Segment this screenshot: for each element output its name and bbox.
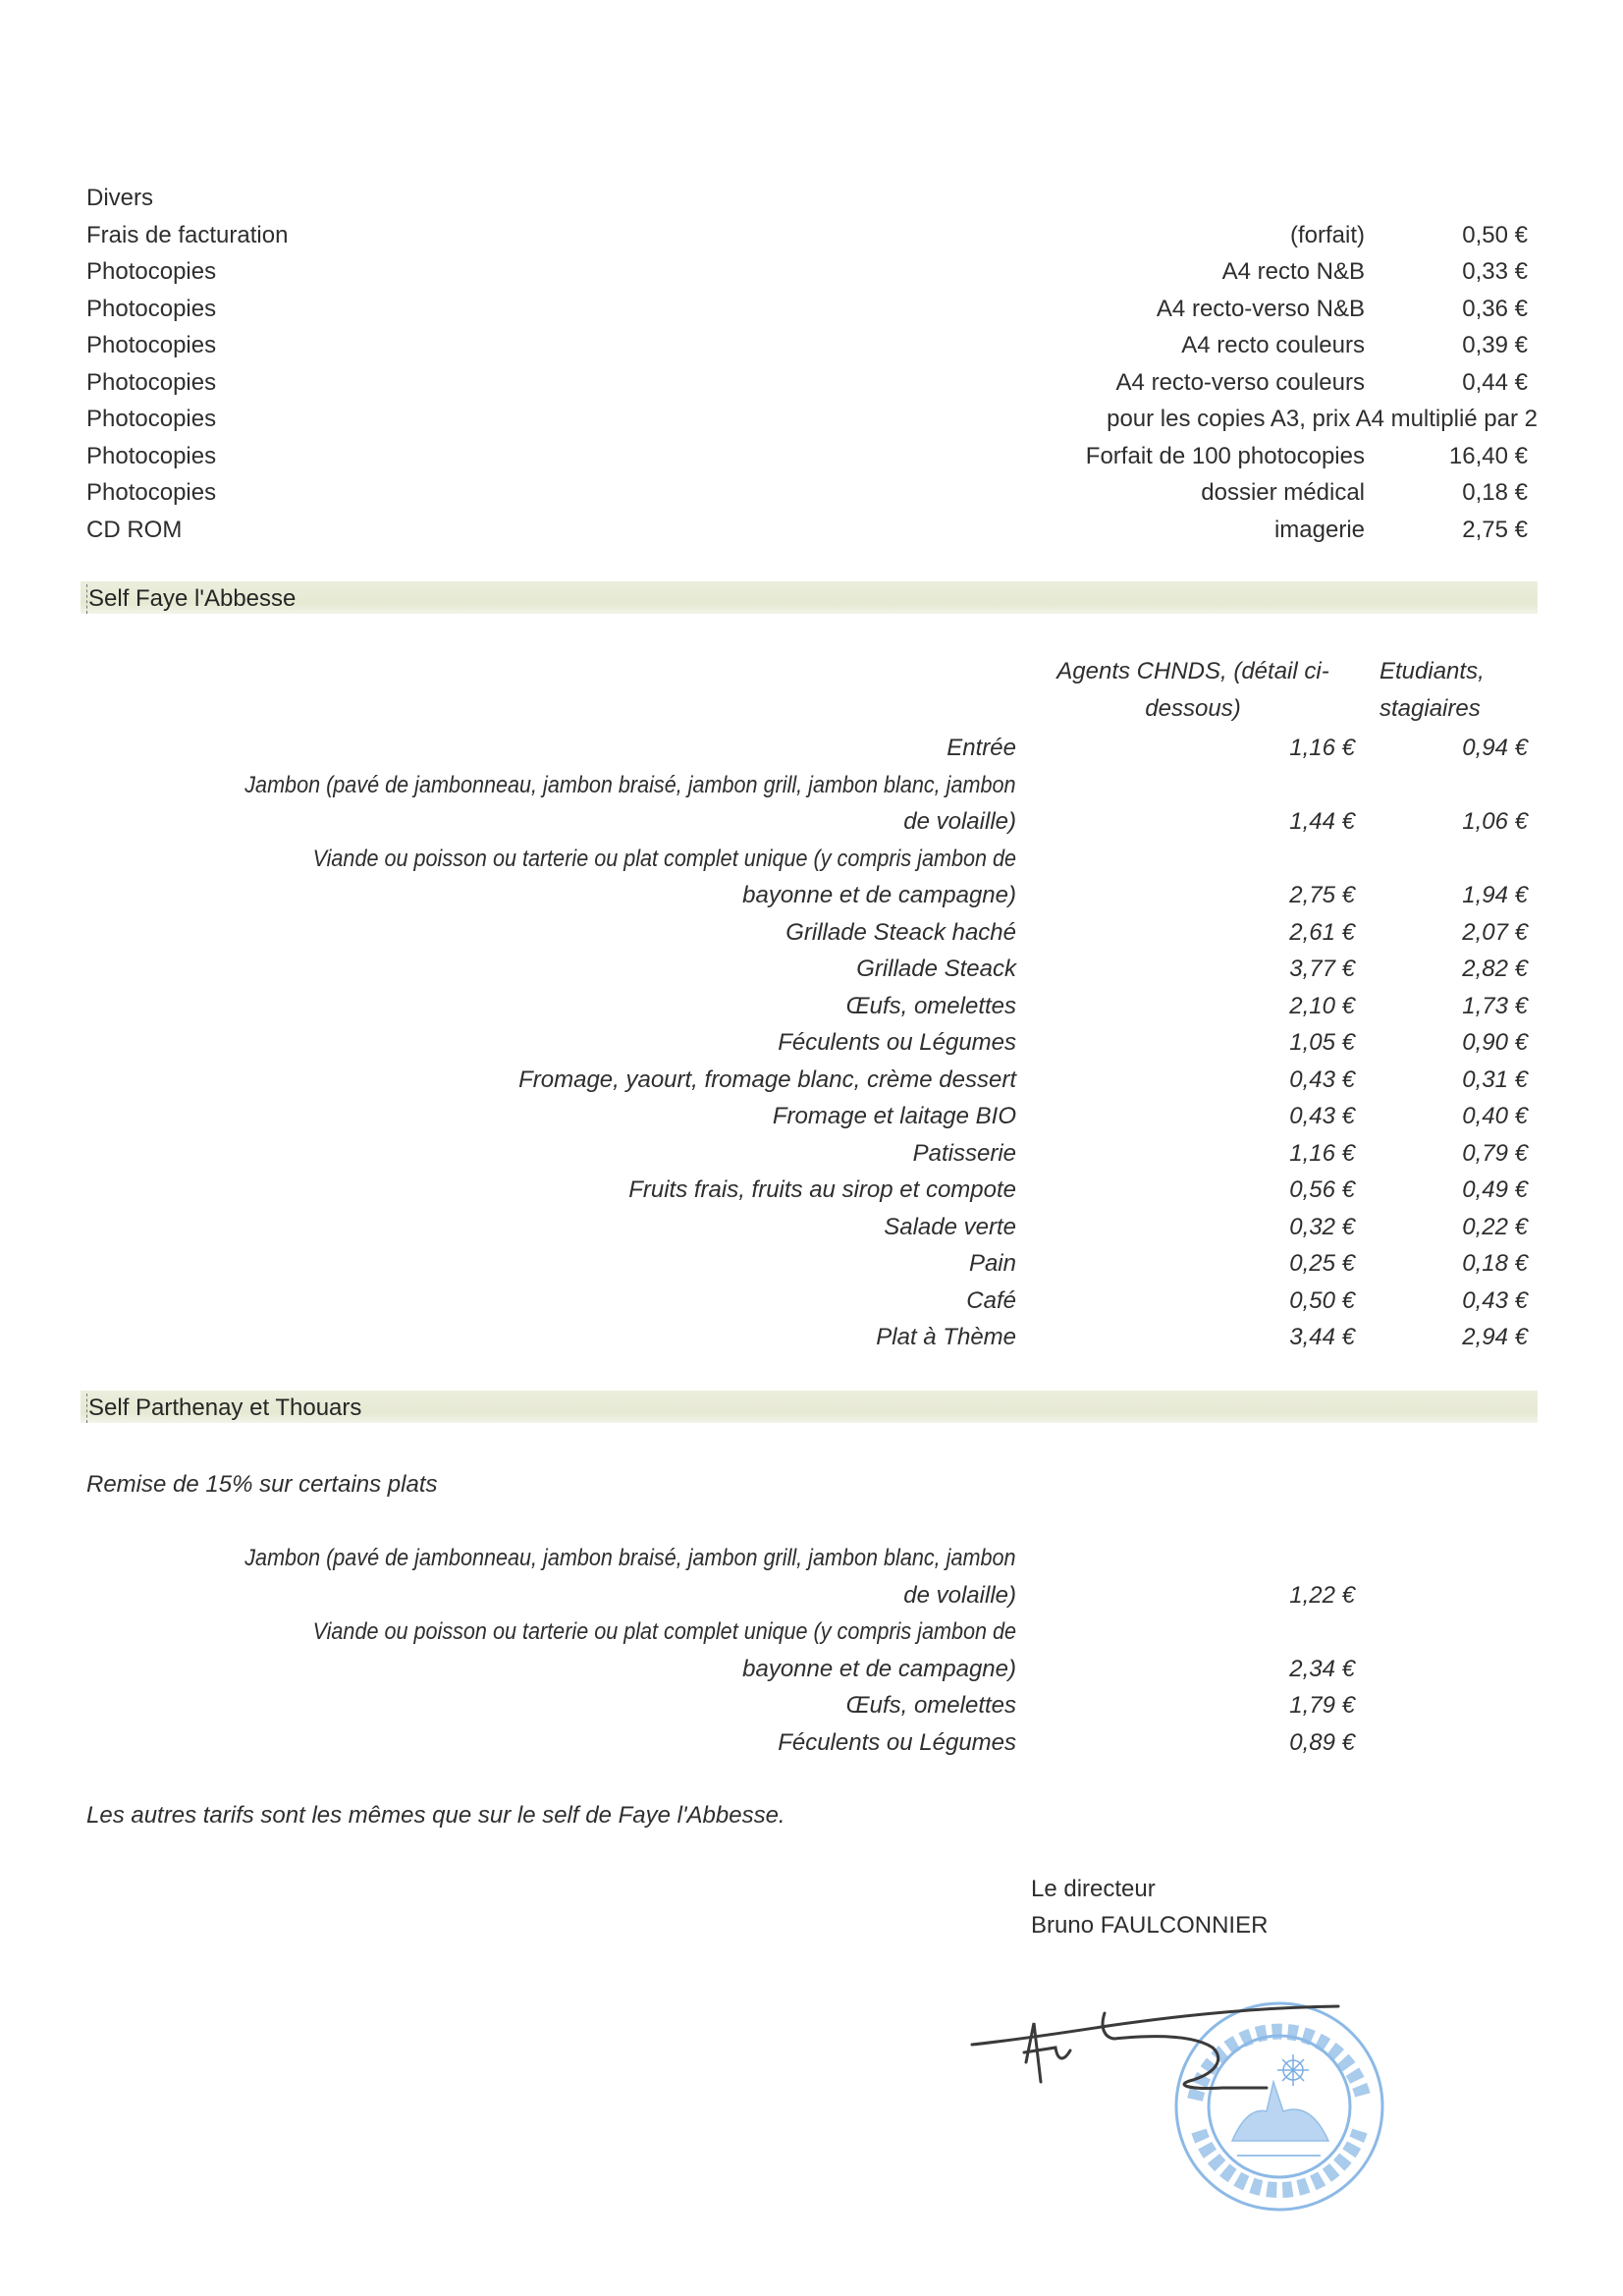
signature-and-stamp bbox=[967, 1974, 1399, 2239]
divers-item-description: A4 recto couleurs bbox=[1181, 332, 1365, 358]
signatory-name: Bruno FAULCONNIER bbox=[1031, 1912, 1269, 1939]
section-title-divers: Divers bbox=[86, 185, 154, 211]
price-agents: 2,61 € bbox=[1289, 918, 1355, 946]
price-etudiants: 0,94 € bbox=[1462, 735, 1528, 761]
divers-row bbox=[0, 217, 1623, 254]
price-agents: 2,10 € bbox=[1289, 992, 1355, 1019]
column-header-etudiants-line1: Etudiants, bbox=[1380, 658, 1485, 684]
price-etudiants: 0,79 € bbox=[1462, 1139, 1528, 1167]
price-agents: 1,22 € bbox=[1289, 1581, 1355, 1609]
divers-item-name: Photocopies bbox=[86, 295, 217, 322]
column-header-agents bbox=[1031, 653, 1355, 727]
section-title-faye: Self Faye l'Abbesse bbox=[88, 585, 297, 612]
item-label: Grillade Steack haché bbox=[785, 918, 1016, 946]
price-agents: 0,25 € bbox=[1289, 1250, 1355, 1277]
column-header-etudiants bbox=[1380, 653, 1537, 727]
divers-item-name: Photocopies bbox=[86, 406, 217, 432]
price-etudiants: 0,49 € bbox=[1462, 1176, 1528, 1203]
faye-price-row bbox=[0, 1062, 1623, 1099]
price-agents: 1,79 € bbox=[1289, 1692, 1355, 1719]
divers-item-price: 2,75 € bbox=[1462, 516, 1528, 543]
column-header-agents-line1: Agents CHNDS, (détail ci- bbox=[1056, 658, 1329, 684]
item-label: Féculents ou Légumes bbox=[778, 1029, 1016, 1056]
parthenay-price-row bbox=[0, 1687, 1623, 1724]
faye-price-row bbox=[0, 841, 1623, 914]
price-etudiants: 1,73 € bbox=[1462, 992, 1528, 1019]
divers-item-price: 0,33 € bbox=[1462, 258, 1528, 285]
price-agents: 1,05 € bbox=[1289, 1029, 1355, 1056]
price-etudiants: 2,94 € bbox=[1462, 1324, 1528, 1350]
divers-item-price: 0,50 € bbox=[1462, 221, 1528, 248]
item-label: Salade verte bbox=[884, 1213, 1016, 1240]
price-agents: 0,50 € bbox=[1289, 1286, 1355, 1314]
price-etudiants: 0,22 € bbox=[1462, 1213, 1528, 1240]
item-label: Viande ou poisson ou tarterie ou plat complet unique (y compris jambon de bbox=[312, 845, 1016, 872]
price-etudiants: 0,18 € bbox=[1462, 1250, 1528, 1277]
divers-item-price: 0,39 € bbox=[1462, 332, 1528, 358]
section-band-faye bbox=[81, 581, 1538, 614]
price-agents: 1,44 € bbox=[1289, 808, 1355, 835]
divers-item-name: Photocopies bbox=[86, 332, 217, 358]
faye-price-row bbox=[0, 1209, 1623, 1246]
price-etudiants: 0,43 € bbox=[1462, 1286, 1528, 1314]
divers-item-price: 0,44 € bbox=[1462, 368, 1528, 396]
divers-item-name: Photocopies bbox=[86, 258, 217, 285]
faye-price-row bbox=[0, 730, 1623, 767]
divers-row bbox=[0, 438, 1623, 475]
divers-item-price: 0,18 € bbox=[1462, 479, 1528, 506]
divers-row bbox=[0, 474, 1623, 512]
parthenay-price-row bbox=[0, 1540, 1623, 1613]
price-agents: 0,89 € bbox=[1289, 1728, 1355, 1756]
faye-price-row bbox=[0, 914, 1623, 952]
price-agents: 1,16 € bbox=[1289, 1139, 1355, 1167]
parthenay-price-row bbox=[0, 1724, 1623, 1762]
price-agents: 3,44 € bbox=[1289, 1324, 1355, 1350]
divers-row bbox=[0, 253, 1623, 291]
item-label: bayonne et de campagne) bbox=[742, 1655, 1016, 1682]
faye-price-row bbox=[0, 951, 1623, 988]
item-label: Fruits frais, fruits au sirop et compote bbox=[628, 1176, 1016, 1203]
faye-price-row bbox=[0, 988, 1623, 1025]
item-label: Féculents ou Légumes bbox=[778, 1728, 1016, 1756]
item-label: Viande ou poisson ou tarterie ou plat complet unique (y compris jambon de bbox=[312, 1618, 1016, 1645]
item-label: Jambon (pavé de jambonneau, jambon braisé, jambon grill, jambon blanc, jambon bbox=[244, 771, 1016, 798]
discount-note: Remise de 15% sur certains plats bbox=[86, 1471, 438, 1498]
divers-item-name: Frais de facturation bbox=[86, 221, 289, 248]
divers-item-description: A4 recto N&B bbox=[1221, 258, 1365, 285]
divers-item-description: dossier médical bbox=[1201, 479, 1365, 506]
divers-item-description: A4 recto-verso N&B bbox=[1156, 295, 1365, 322]
item-label: Fromage et laitage BIO bbox=[772, 1103, 1016, 1129]
item-label: de volaille) bbox=[903, 808, 1016, 835]
divers-row bbox=[0, 512, 1623, 549]
other-prices-note: Les autres tarifs sont les mêmes que sur le self de Faye l'Abbesse. bbox=[86, 1802, 785, 1829]
stamp-emblem-icon bbox=[1232, 2054, 1328, 2156]
item-label: Grillade Steack bbox=[856, 956, 1016, 982]
item-label: Patisserie bbox=[912, 1139, 1016, 1167]
faye-price-row bbox=[0, 1024, 1623, 1062]
price-etudiants: 1,94 € bbox=[1462, 882, 1528, 908]
parthenay-price-row bbox=[0, 1613, 1623, 1687]
faye-price-row bbox=[0, 767, 1623, 841]
item-label: Café bbox=[966, 1286, 1016, 1314]
divers-item-name: Photocopies bbox=[86, 368, 217, 396]
divers-row bbox=[0, 401, 1623, 438]
price-etudiants: 2,07 € bbox=[1462, 918, 1528, 946]
signatory-role: Le directeur bbox=[1031, 1876, 1156, 1902]
item-label: de volaille) bbox=[903, 1581, 1016, 1609]
divers-item-description: A4 recto-verso couleurs bbox=[1115, 368, 1365, 396]
divers-item-name: Photocopies bbox=[86, 442, 217, 469]
price-etudiants: 0,31 € bbox=[1462, 1066, 1528, 1093]
column-header-etudiants-line2: stagiaires bbox=[1380, 694, 1481, 722]
item-label: Entrée bbox=[947, 735, 1016, 761]
price-agents: 0,43 € bbox=[1289, 1103, 1355, 1129]
price-agents: 2,34 € bbox=[1289, 1655, 1355, 1682]
price-etudiants: 1,06 € bbox=[1462, 808, 1528, 835]
divers-item-price: 0,36 € bbox=[1462, 295, 1528, 322]
divers-row bbox=[0, 327, 1623, 364]
price-agents: 0,43 € bbox=[1289, 1066, 1355, 1093]
item-label: Pain bbox=[968, 1250, 1016, 1277]
item-label: Jambon (pavé de jambonneau, jambon braisé, jambon grill, jambon blanc, jambon bbox=[244, 1545, 1016, 1571]
item-label: Plat à Thème bbox=[876, 1324, 1016, 1350]
column-header-agents-line2: dessous) bbox=[1145, 694, 1241, 722]
divers-row bbox=[0, 291, 1623, 328]
price-agents: 0,56 € bbox=[1289, 1176, 1355, 1203]
faye-price-row bbox=[0, 1245, 1623, 1283]
price-agents: 3,77 € bbox=[1289, 956, 1355, 982]
faye-price-row bbox=[0, 1172, 1623, 1209]
divers-row bbox=[0, 364, 1623, 402]
faye-price-row bbox=[0, 1098, 1623, 1135]
price-agents: 0,32 € bbox=[1289, 1213, 1355, 1240]
faye-price-row bbox=[0, 1319, 1623, 1356]
item-label: bayonne et de campagne) bbox=[742, 882, 1016, 908]
divers-item-note: pour les copies A3, prix A4 multiplié par 2 bbox=[1107, 406, 1538, 432]
hospital-stamp-icon bbox=[1176, 2003, 1382, 2210]
section-title-parthenay: Self Parthenay et Thouars bbox=[88, 1394, 362, 1421]
divers-item-price: 16,40 € bbox=[1448, 442, 1528, 469]
handwritten-signature bbox=[972, 2006, 1338, 2088]
item-label: Œufs, omelettes bbox=[845, 1692, 1016, 1719]
item-label: Œufs, omelettes bbox=[845, 992, 1016, 1019]
price-agents: 1,16 € bbox=[1289, 735, 1355, 761]
price-etudiants: 0,40 € bbox=[1462, 1103, 1528, 1129]
price-etudiants: 2,82 € bbox=[1462, 956, 1528, 982]
price-agents: 2,75 € bbox=[1289, 882, 1355, 908]
divers-item-description: Forfait de 100 photocopies bbox=[1085, 442, 1365, 469]
divers-item-description: (forfait) bbox=[1289, 221, 1365, 248]
divers-item-name: CD ROM bbox=[86, 516, 183, 543]
item-label: Fromage, yaourt, fromage blanc, crème dessert bbox=[518, 1066, 1016, 1093]
divers-item-name: Photocopies bbox=[86, 479, 217, 506]
divers-item-description: imagerie bbox=[1273, 516, 1365, 543]
price-etudiants: 0,90 € bbox=[1462, 1029, 1528, 1056]
faye-price-row bbox=[0, 1135, 1623, 1173]
faye-price-row bbox=[0, 1283, 1623, 1320]
